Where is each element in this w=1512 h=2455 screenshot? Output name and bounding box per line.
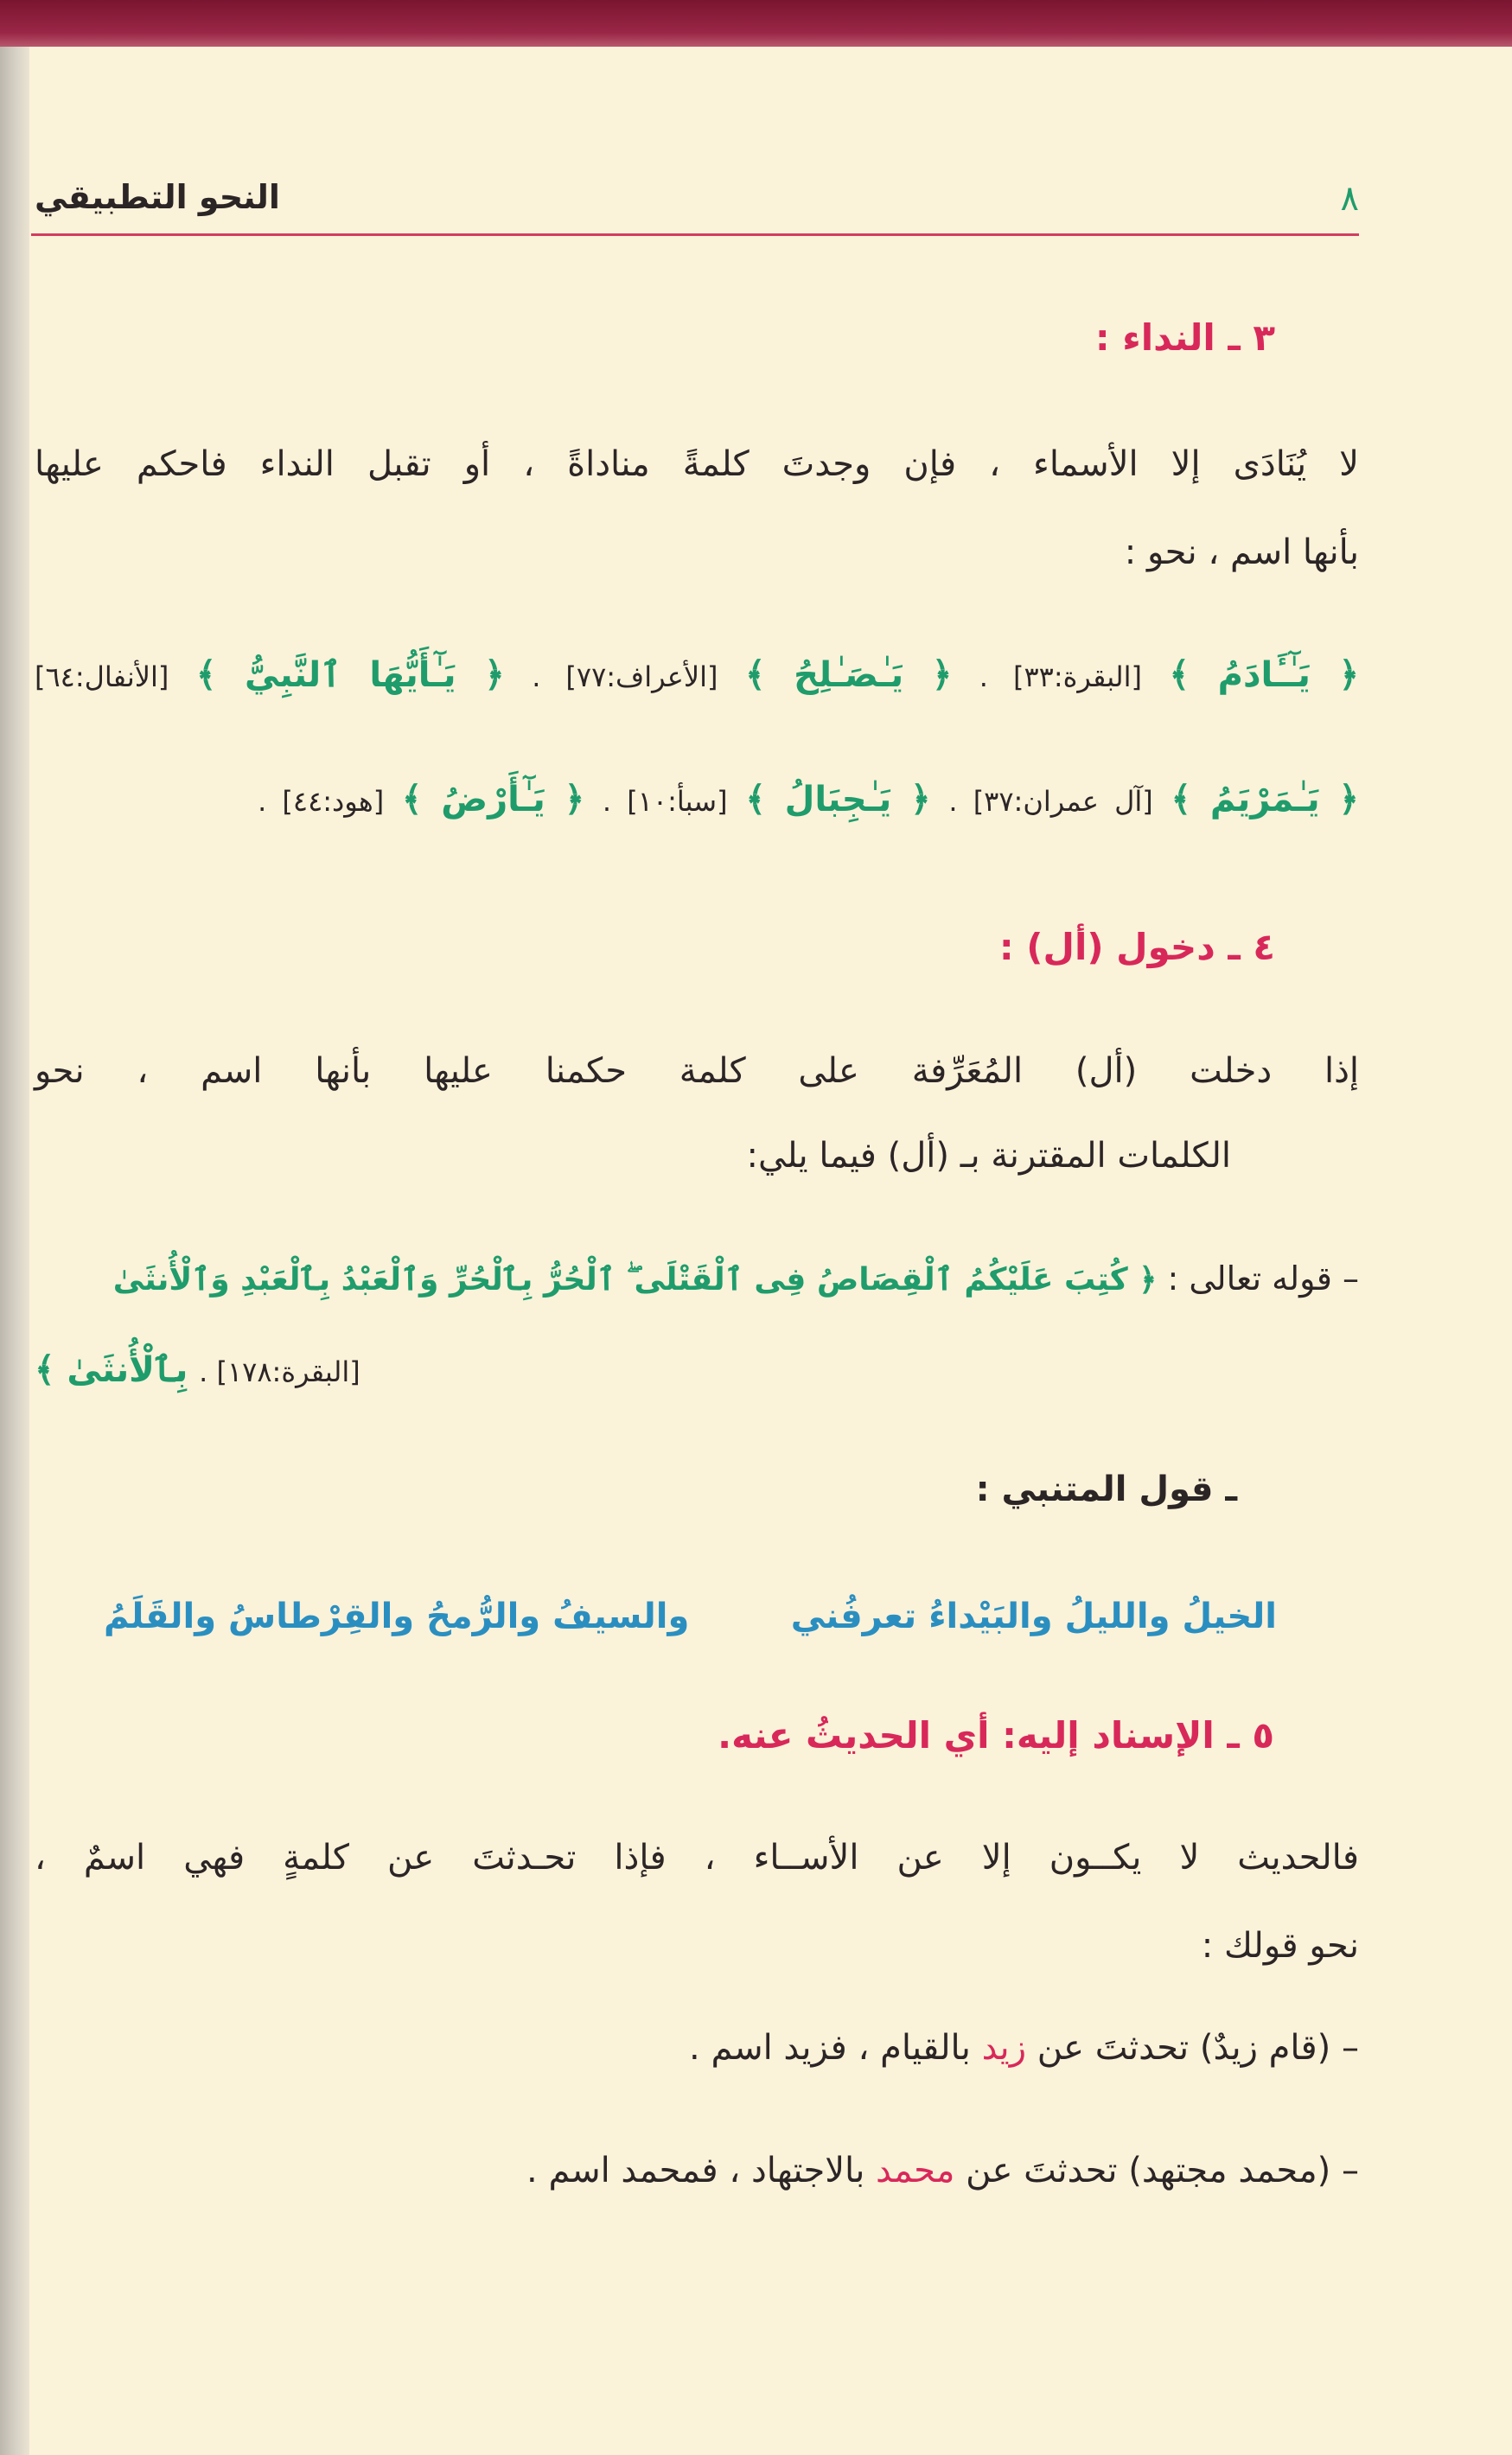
header-rule [31, 233, 1359, 236]
example-text: بالاجتهاد ، فمحمد اسم . [526, 2151, 877, 2190]
poem-hemistich-1: الخيلُ والليلُ والبَيْداءُ تعرفُني [790, 1597, 1277, 1636]
highlighted-noun: محمد [876, 2151, 955, 2190]
section-heading-predication: ٥ ـ الإسناد إليه: أي الحديثُ عنه. [718, 1714, 1274, 1757]
example-line [35, 2026, 1359, 2069]
verse-reference: [سبأ:١٠] . [602, 785, 728, 818]
section-heading-definite-article: ٤ ـ دخول (أل) : [998, 926, 1275, 968]
paragraph-line: الكلمات المقترنة بـ (أل) فيما يلي: [746, 1136, 1231, 1176]
verse-reference: [هود:٤٤] . [258, 785, 385, 818]
quran-examples-line-2 [35, 778, 1359, 821]
running-header-title: النحو التطبيقي [35, 178, 280, 216]
example-text: بالقيام ، فزيد اسم . [689, 2028, 982, 2068]
quran-quote-line-1 [35, 1259, 1359, 1300]
verse-reference: [البقرة:٣٣] . [979, 660, 1142, 693]
quran-verse: ﴿ يَـٰصَـٰلِحُ ﴾ [745, 655, 953, 695]
verse-reference: [البقرة:١٧٨] . [199, 1355, 360, 1388]
quran-verse: ﴿ يَـٰٓأَيُّهَا ٱلنَّبِيُّ ﴾ [195, 655, 505, 695]
paragraph-line: إذا دخلت (أل) المُعَرِّفة على كلمة حكمنا عليها بأنها اسم ، نحو [35, 1051, 1359, 1091]
paragraph-line: بأنها اسم ، نحو : [1124, 532, 1359, 572]
highlighted-noun: زيد [981, 2028, 1027, 2068]
page-gutter-shadow [0, 47, 29, 2455]
example-line [35, 2149, 1359, 2192]
quran-examples-line-1 [35, 654, 1359, 697]
top-cover-band [0, 0, 1512, 47]
quran-verse: ﴿ يَـٰمَرْيَمُ ﴾ [1171, 780, 1359, 819]
example-text: – (قام زيدٌ) تحدثتَ عن [1026, 2028, 1359, 2068]
quran-verse: بِٱلْأُنثَىٰ ﴾ [35, 1350, 188, 1390]
verse-reference: [آل عمران:٣٧] . [948, 785, 1153, 818]
section-heading-vocative: ٣ ـ النداء : [1094, 316, 1275, 359]
poet-intro: ـ قول المتنبي : [975, 1470, 1237, 1509]
verse-reference: [الأعراف:٧٧] . [532, 660, 718, 693]
example-text: – (محمد مجتهد) تحدثتَ عن [954, 2151, 1359, 2190]
quran-verse: ﴿ يَـٰٓـَٔادَمُ ﴾ [1169, 655, 1360, 695]
paragraph-line: نحو قولك : [1201, 1926, 1359, 1966]
paragraph-line: فالحديث لا يكــون إلا عن الأســاء ، فإذا تحـدثتَ عن كلمةٍ فهي اسمٌ ، [35, 1838, 1359, 1878]
page-number: ٨ [1340, 179, 1359, 219]
quran-verse: ﴿ يَـٰجِبَالُ ﴾ [745, 780, 931, 819]
paragraph-line: لا يُنَادَى إلا الأسماء ، فإن وجدتَ كلمةً مناداةً ، أو تقبل النداء فاحكم عليها [35, 444, 1359, 484]
poem-hemistich-2: والسيفُ والرُّمحُ والقِرْطاسُ والقَلَمُ [104, 1597, 690, 1636]
quote-intro: – قوله تعالى : [1167, 1259, 1359, 1298]
quran-verse: ﴿ كُتِبَ عَلَيْكُمُ ٱلْقِصَاصُ فِى ٱلْقَتْلَى ۖ ٱلْحُرُّ بِٱلْحُرِّ وَٱلْعَبْدُ بِٱلْعَبْدِ وَٱلْأُنثَىٰ [112, 1262, 1158, 1298]
verse-reference: [الأنفال:٦٤] [35, 660, 169, 693]
quran-quote-line-2 [35, 1349, 1359, 1392]
quran-verse: ﴿ يَـٰٓأَرْضُ ﴾ [401, 780, 585, 819]
